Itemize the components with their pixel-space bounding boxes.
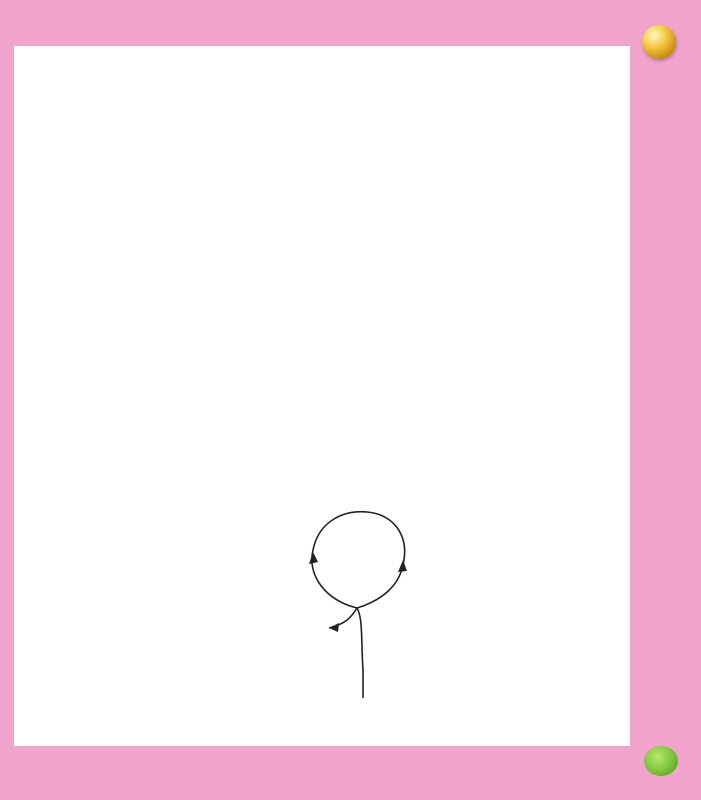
wire-loop — [312, 512, 405, 608]
page-number-badge — [644, 746, 678, 776]
arrow-down-icon — [309, 552, 318, 564]
gold-bead-icon — [642, 25, 676, 59]
arrow-up-icon — [398, 560, 407, 572]
wire-stem — [357, 608, 363, 698]
arrow-left-icon — [329, 623, 339, 632]
wire-tail-arrow — [329, 608, 357, 628]
right-bead-border — [645, 60, 679, 740]
bead-loop-illustration — [285, 490, 445, 700]
